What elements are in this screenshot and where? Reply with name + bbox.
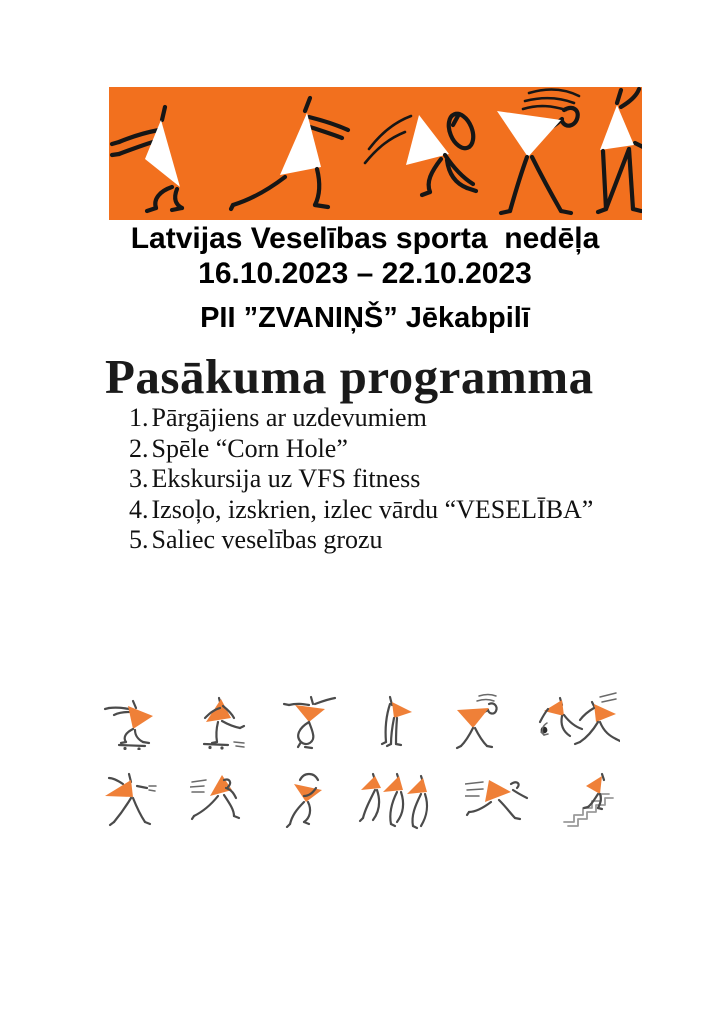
- program-item-1: [129, 403, 593, 434]
- footer-figures-row-2: [103, 770, 620, 834]
- stand-profile-icon: [368, 692, 416, 750]
- item-number: 1.: [129, 403, 149, 432]
- item-text: Izsoļo, izskrien, izlec vārdu “VESELĪBA”: [151, 494, 594, 524]
- item-number: 3.: [129, 464, 149, 493]
- item-text: Spēle “Corn Hole”: [151, 433, 348, 463]
- ball-players-pair-icon: [536, 692, 620, 750]
- item-number: 5.: [129, 525, 149, 554]
- hoop-bend-figure-icon: [365, 110, 478, 195]
- program-list: [129, 403, 593, 556]
- lunge-figure-icon: [231, 98, 348, 209]
- dance-arms-out-icon: [281, 692, 339, 750]
- program-item-2: [129, 434, 593, 465]
- skateboard-crouch-icon: [103, 692, 161, 750]
- runners-group-icon: [357, 770, 441, 830]
- dance-legs-spread-icon: [103, 770, 165, 828]
- program-item-4: [129, 495, 593, 526]
- squat-reach-figure-icon: [112, 107, 182, 211]
- program-item-3: [129, 464, 593, 495]
- item-text: Pārgājiens ar uzdevumiem: [151, 403, 427, 432]
- sprinter-speed-lines-icon: [465, 770, 533, 822]
- item-text: Saliec veselības grozu: [151, 525, 383, 554]
- item-number: 2.: [129, 433, 149, 463]
- stretch-arms-behind-head-icon: [445, 692, 507, 750]
- item-number: 4.: [129, 494, 149, 524]
- banner-figures-illustration: [109, 87, 642, 220]
- run-lean-fast-icon: [190, 770, 252, 822]
- footer-figures-row-1: [103, 692, 620, 756]
- venue-line: PII ”ZVANIŅŠ” Jēkabpilī: [200, 302, 530, 334]
- arms-behind-head-figure-icon: [497, 89, 579, 213]
- skateboard-push-icon: [190, 692, 252, 750]
- program-heading: Pasākuma programma: [105, 349, 594, 404]
- event-dates: 16.10.2023 – 22.10.2023: [198, 257, 532, 290]
- event-title: Latvijas Veselības sporta nedēļa: [130, 222, 600, 255]
- leg-cross-stretch-figure-icon: [598, 89, 642, 212]
- banner-artwork: [109, 87, 642, 220]
- stair-climber-icon: [558, 770, 620, 828]
- program-item-5: [129, 525, 593, 556]
- item-text: Ekskursija uz VFS fitness: [151, 464, 421, 493]
- jogger-icon: [276, 770, 332, 828]
